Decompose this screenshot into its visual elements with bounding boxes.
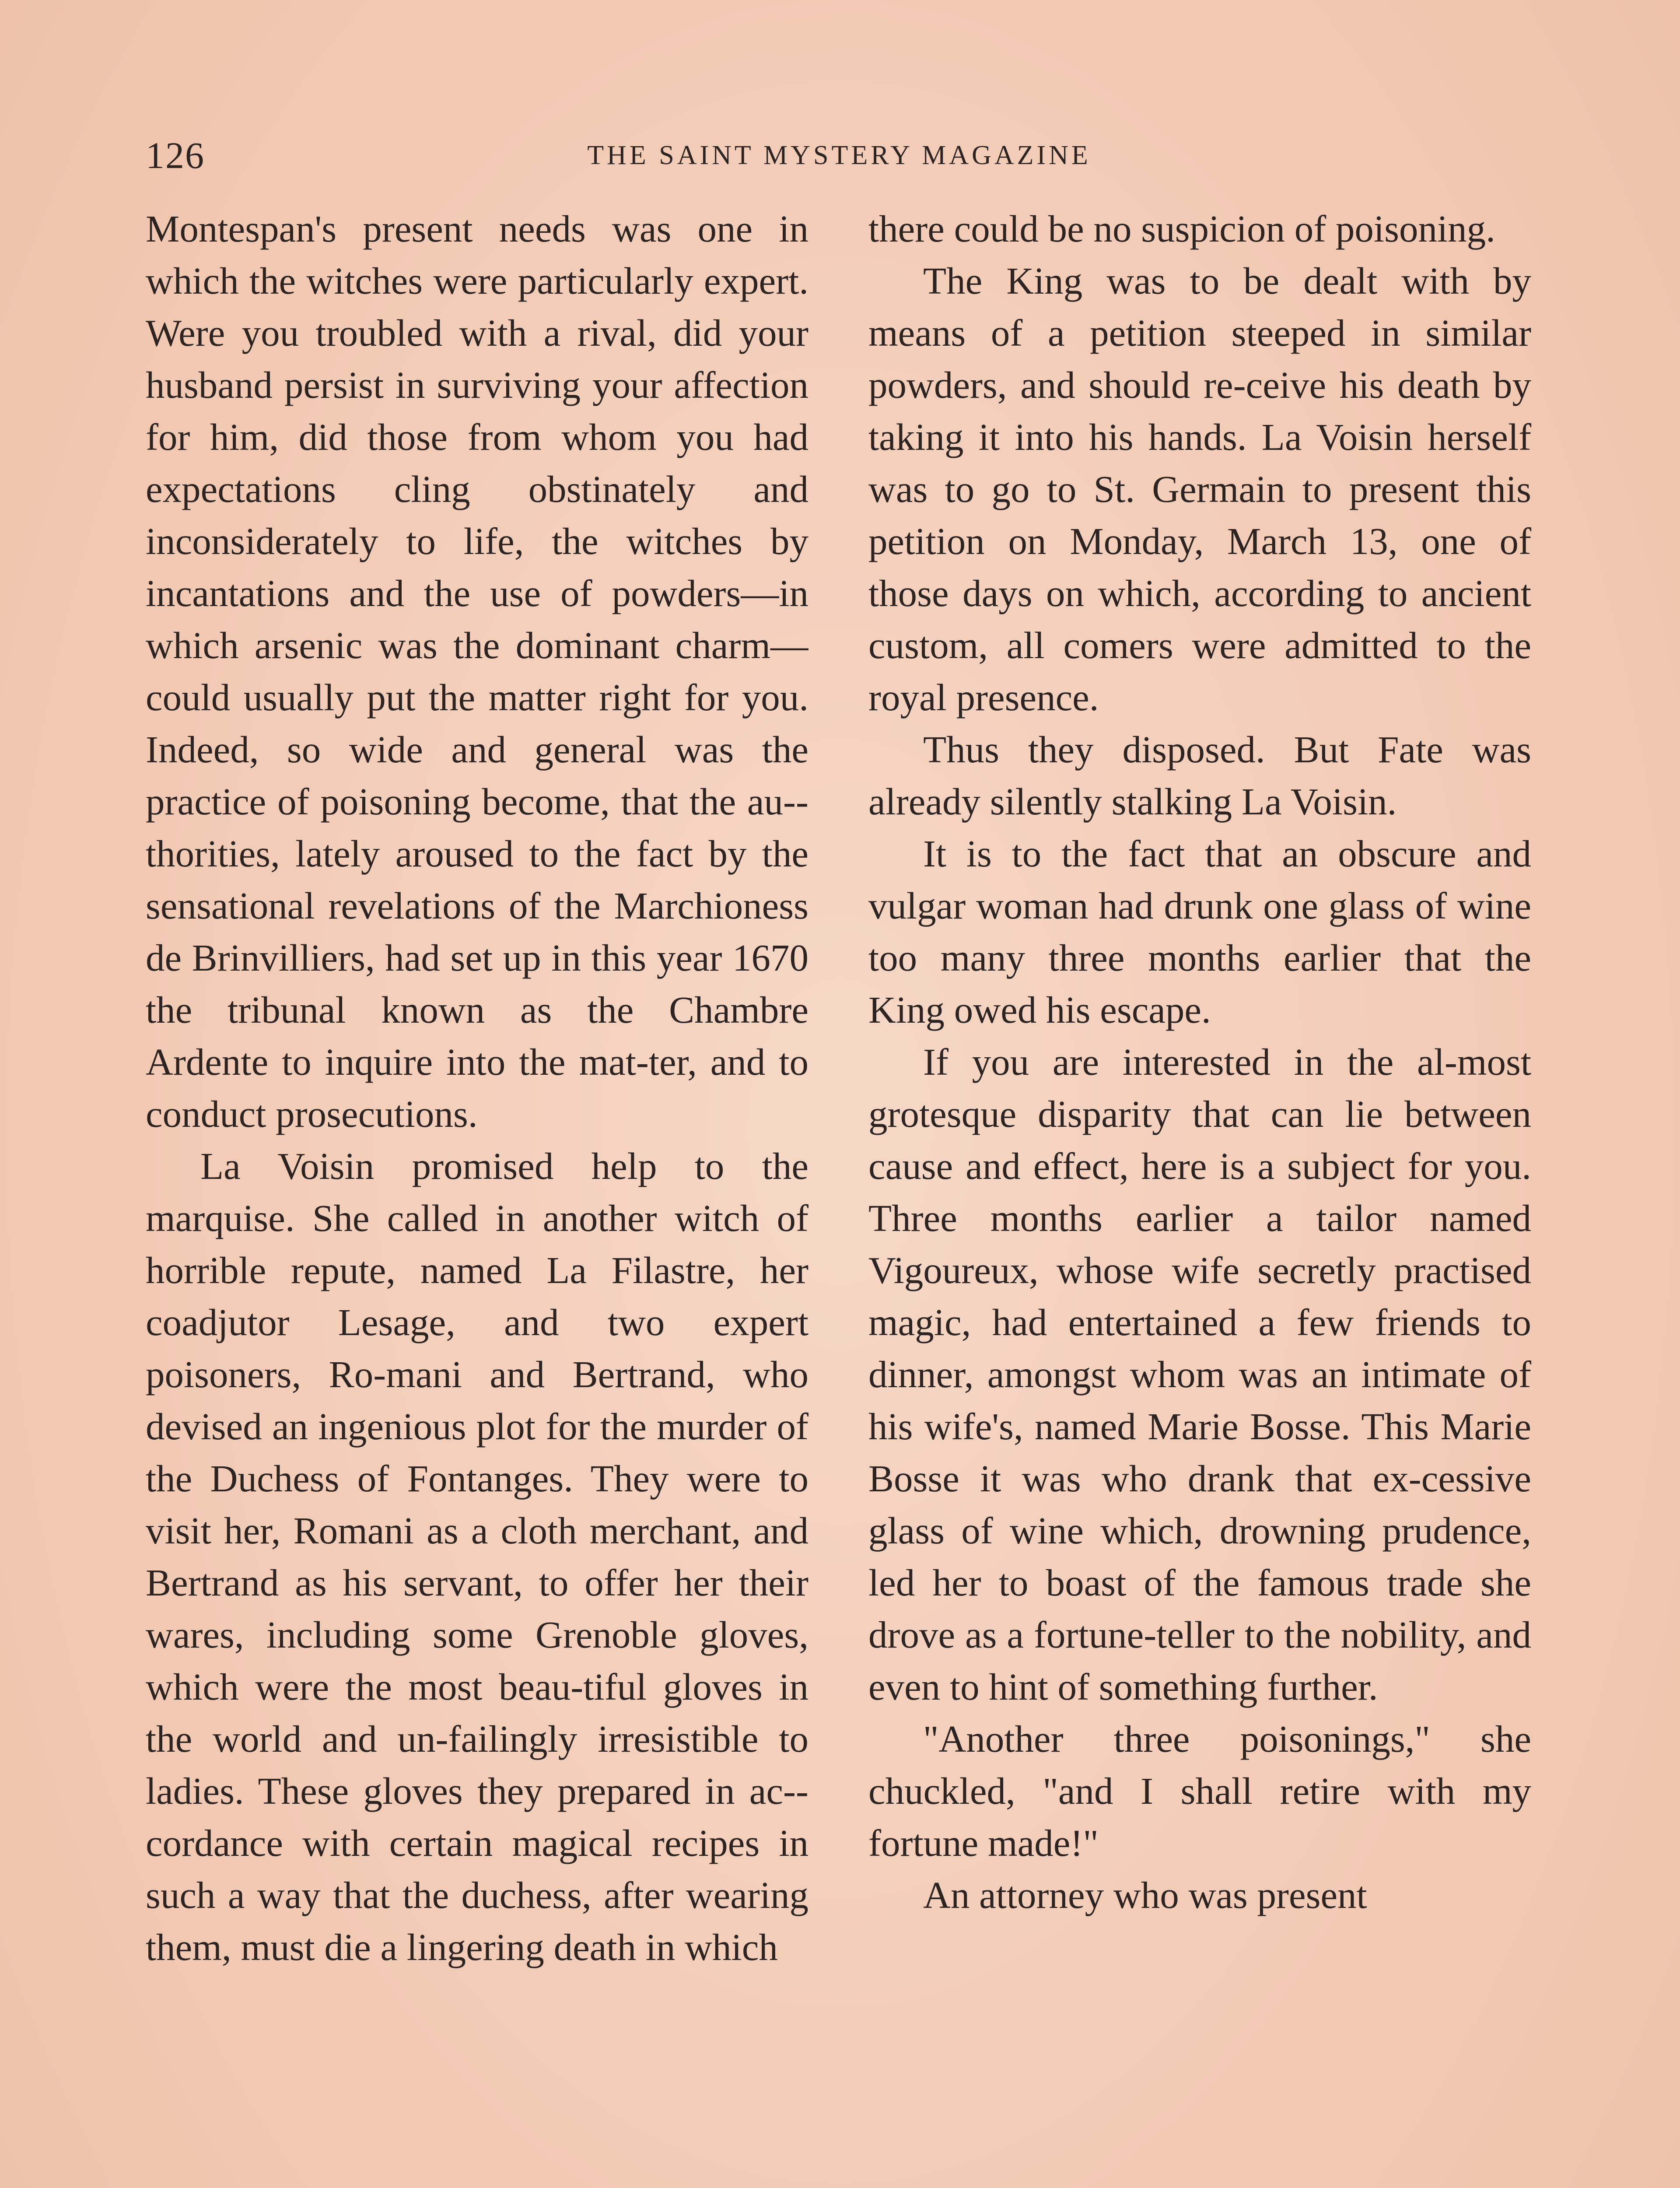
paragraph: Montespan's present needs was one in which the witches were particularly expert. Were you troubled with a rival, did your husband persist in surviving your affection for him, did those from whom you had expectations cling obstinately and inconsiderately to life, the witches by incantations and the use of powders—in which arsenic was the dominant charm—could usually put the matter right for you. Indeed, so wide and general was the practice of poisoning become, that the au-thorities, lately aroused to the fact by the sensational revelations of the Marchioness de Brinvilliers, had set up in this year 1670 the tribunal known as the Chambre Ardente to inquire into the mat-ter, and to conduct prosecutions.	[146, 207, 808, 1135]
paragraph: Thus they disposed. But Fate was already silently stalking La Voisin.	[868, 728, 1531, 823]
page-number: 126	[146, 134, 205, 176]
paragraph: La Voisin promised help to the marquise. She called in another witch of horrible repute, named La Filastre, her coadjutor Lesage, and two expert poisoners, Ro-mani and Bertrand, who devised an ingenious plot for the murder of the Duchess of Fontanges. They were to visit her, Romani as a cloth merchant, and Bertrand as his servant, to offer her their wares, including some Grenoble gloves, which were the most beau-tiful gloves in the world and un-failingly irresistible to ladies. These gloves they prepared in ac-cordance with certain magical recipes in such a way that the duchess, after wearing them, must die a lingering death in which	[146, 1145, 808, 1968]
paragraph: An attorney who was present	[923, 1874, 1367, 1916]
left-column	[146, 203, 808, 2188]
page-header	[146, 131, 1533, 179]
running-head: THE SAINT MYSTERY MAGAZINE	[587, 140, 1091, 170]
right-column	[868, 203, 1531, 2188]
paragraph: The King was to be dealt with by means of a petition steeped in similar powders, and should re-ceive his death by taking it into his hands. La Voisin herself was to go to St. Germain to present this petition on Monday, March 13, one of those days on which, according to ancient custom, all comers were admitted to the royal presence.	[868, 259, 1531, 719]
paragraph: "Another three poisonings," she chuckled, "and I shall retire with my fortune made!"	[868, 1718, 1531, 1864]
paragraph: If you are interested in the al-most grotesque disparity that can lie between cause and effect, here is a subject for you. Three months earlier a tailor named Vigoureux, whose wife secretly practised magic, had entertained a few friends to dinner, amongst whom was an intimate of his wife's, named Marie Bosse. This Marie Bosse it was who drank that ex-cessive glass of wine which, drowning prudence, led her to boast of the famous trade she drove as a fortune-teller to the nobility, and even to hint of something further.	[868, 1041, 1531, 1708]
paragraph: there could be no suspicion of poisoning.	[868, 207, 1495, 250]
paragraph: It is to the fact that an obscure and vulgar woman had drunk one glass of wine too many three months earlier that the King owed his escape.	[868, 832, 1531, 1031]
